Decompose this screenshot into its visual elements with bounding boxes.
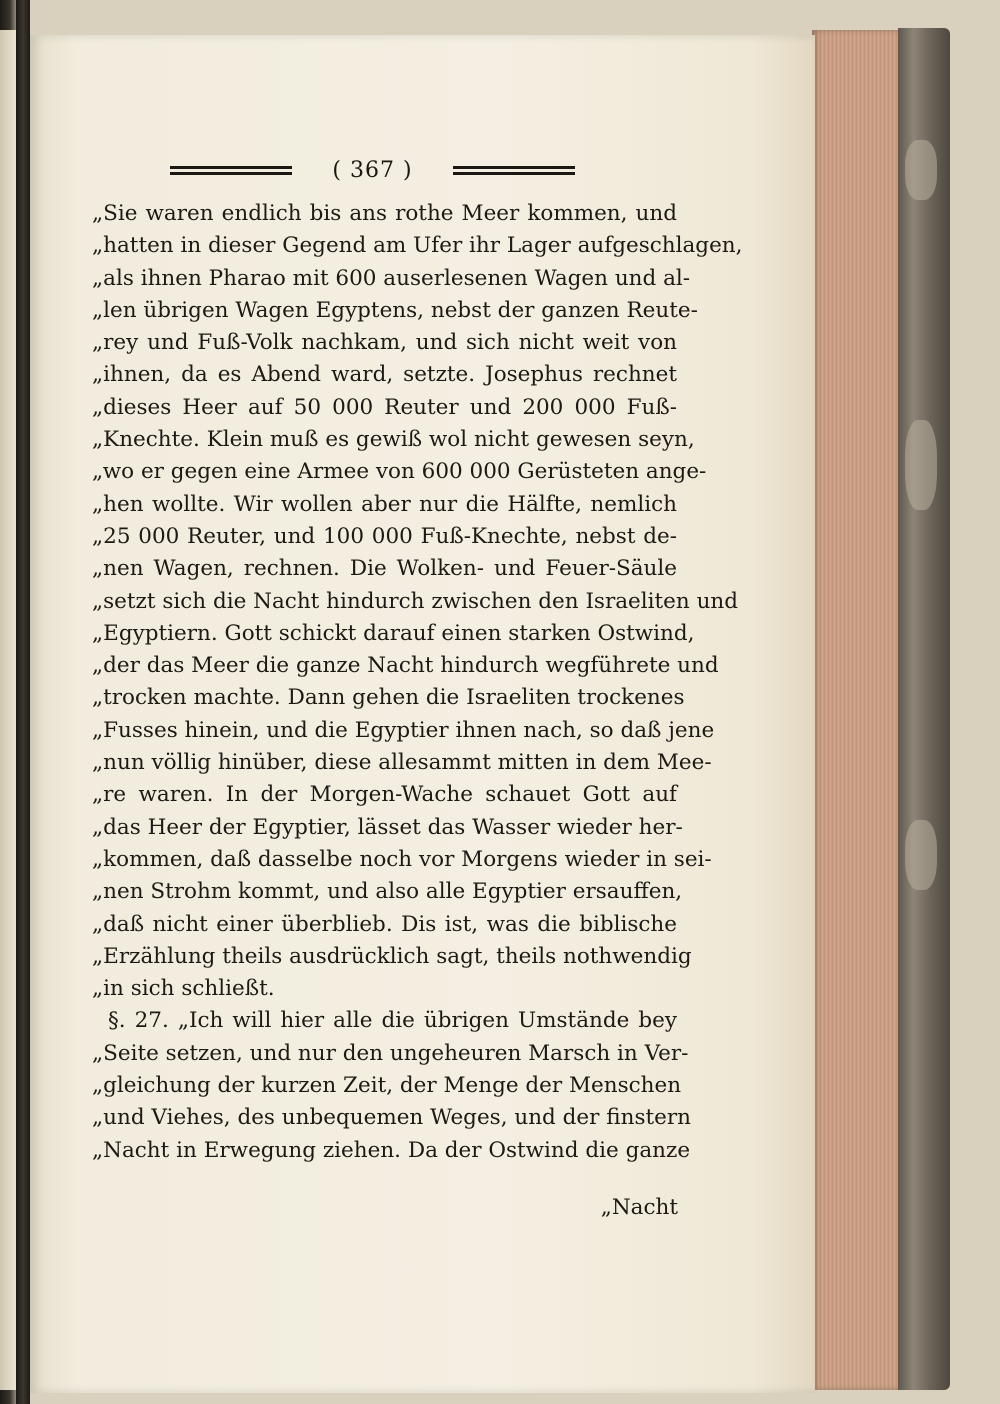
text-line: „als ihnen Pharao mit 600 auserlesenen Wagen und al- (92, 265, 691, 291)
text-line: „daß nicht einer überblieb. Dis ist, was die biblische (92, 911, 677, 937)
page-number: ( 367 ) (332, 157, 413, 183)
cover-wear-mark (905, 420, 937, 510)
text-line: „len übrigen Wagen Egyptens, nebst der ganzen Reute- (92, 297, 698, 323)
cover-wear-mark (905, 140, 937, 200)
text-line: „und Viehes, des unbequemen Weges, und der finstern (92, 1105, 691, 1131)
body-text (92, 198, 743, 1167)
cover-wear-mark (905, 820, 937, 890)
text-line: „wo er gegen eine Armee von 600 000 Gerüsteten ange- (92, 459, 707, 485)
page-edges (812, 30, 910, 1390)
text-line: „Sie waren endlich bis ans rothe Meer kommen, und (92, 201, 677, 226)
text-line: „Nacht in Erwegung ziehen. Da der Ostwind die ganze (92, 1137, 691, 1163)
header-rule-left (170, 166, 292, 175)
text-line: „Knechte. Klein muß es gewiß wol nicht gewesen seyn, (92, 427, 695, 453)
text-line: „der das Meer die ganze Nacht hindurch wegführete und (92, 653, 719, 679)
book-cover-board (898, 28, 950, 1390)
text-line: „nen Strohm kommt, und also alle Egyptier ersauffen, (92, 879, 683, 905)
text-line: „Egyptiern. Gott schickt darauf einen starken Ostwind, (92, 620, 695, 646)
left-page-edge (0, 30, 16, 1390)
text-line: „ihnen, da es Abend ward, setzte. Josephus rechnet (92, 362, 677, 388)
text-line: „nun völlig hinüber, diese allesammt mitten in dem Mee- (92, 750, 712, 776)
catchword: „Nacht (600, 1195, 678, 1220)
text-line: „Seite setzen, und nur den ungeheuren Marsch in Ver- (92, 1040, 689, 1066)
text-line: „hatten in dieser Gegend am Ufer ihr Lager aufgeschlagen, (92, 233, 743, 259)
text-line: „re waren. In der Morgen-Wache schauet Gott auf (92, 782, 677, 808)
text-line: „25 000 Reuter, und 100 000 Fuß-Knechte, nebst de- (92, 523, 677, 549)
text-line: „dieses Heer auf 50 000 Reuter und 200 000 Fuß- (92, 394, 677, 420)
text-line: „rey und Fuß-Volk nachkam, und sich nicht weit von (92, 330, 677, 356)
page-header (170, 150, 575, 190)
text-line: „hen wollte. Wir wollen aber nur die Hälfte, nemlich (92, 491, 677, 517)
text-line: „setzt sich die Nacht hindurch zwischen den Israeliten und (92, 588, 739, 614)
text-line: „Erzählung theils ausdrücklich sagt, theils nothwendig (92, 943, 692, 969)
book-gutter (16, 0, 30, 1404)
text-line: „nen Wagen, rechnen. Die Wolken- und Feuer-Säule (92, 556, 677, 582)
text-line: „kommen, daß dasselbe noch vor Morgens wieder in sei- (92, 846, 712, 872)
header-rule-right (453, 166, 575, 175)
text-line: „das Heer der Egyptier, lässet das Wasser wieder her- (92, 814, 683, 840)
text-line: „Fusses hinein, und die Egyptier ihnen nach, so daß jene (92, 717, 715, 743)
text-line: „gleichung der kurzen Zeit, der Menge der Menschen (92, 1073, 682, 1099)
text-line: „trocken machte. Dann gehen die Israeliten trockenes (92, 685, 685, 711)
paragraph-start-line: §. 27. „Ich will hier alle die übrigen Umstände bey (108, 1008, 677, 1034)
text-line: „in sich schließt. (92, 976, 275, 1002)
